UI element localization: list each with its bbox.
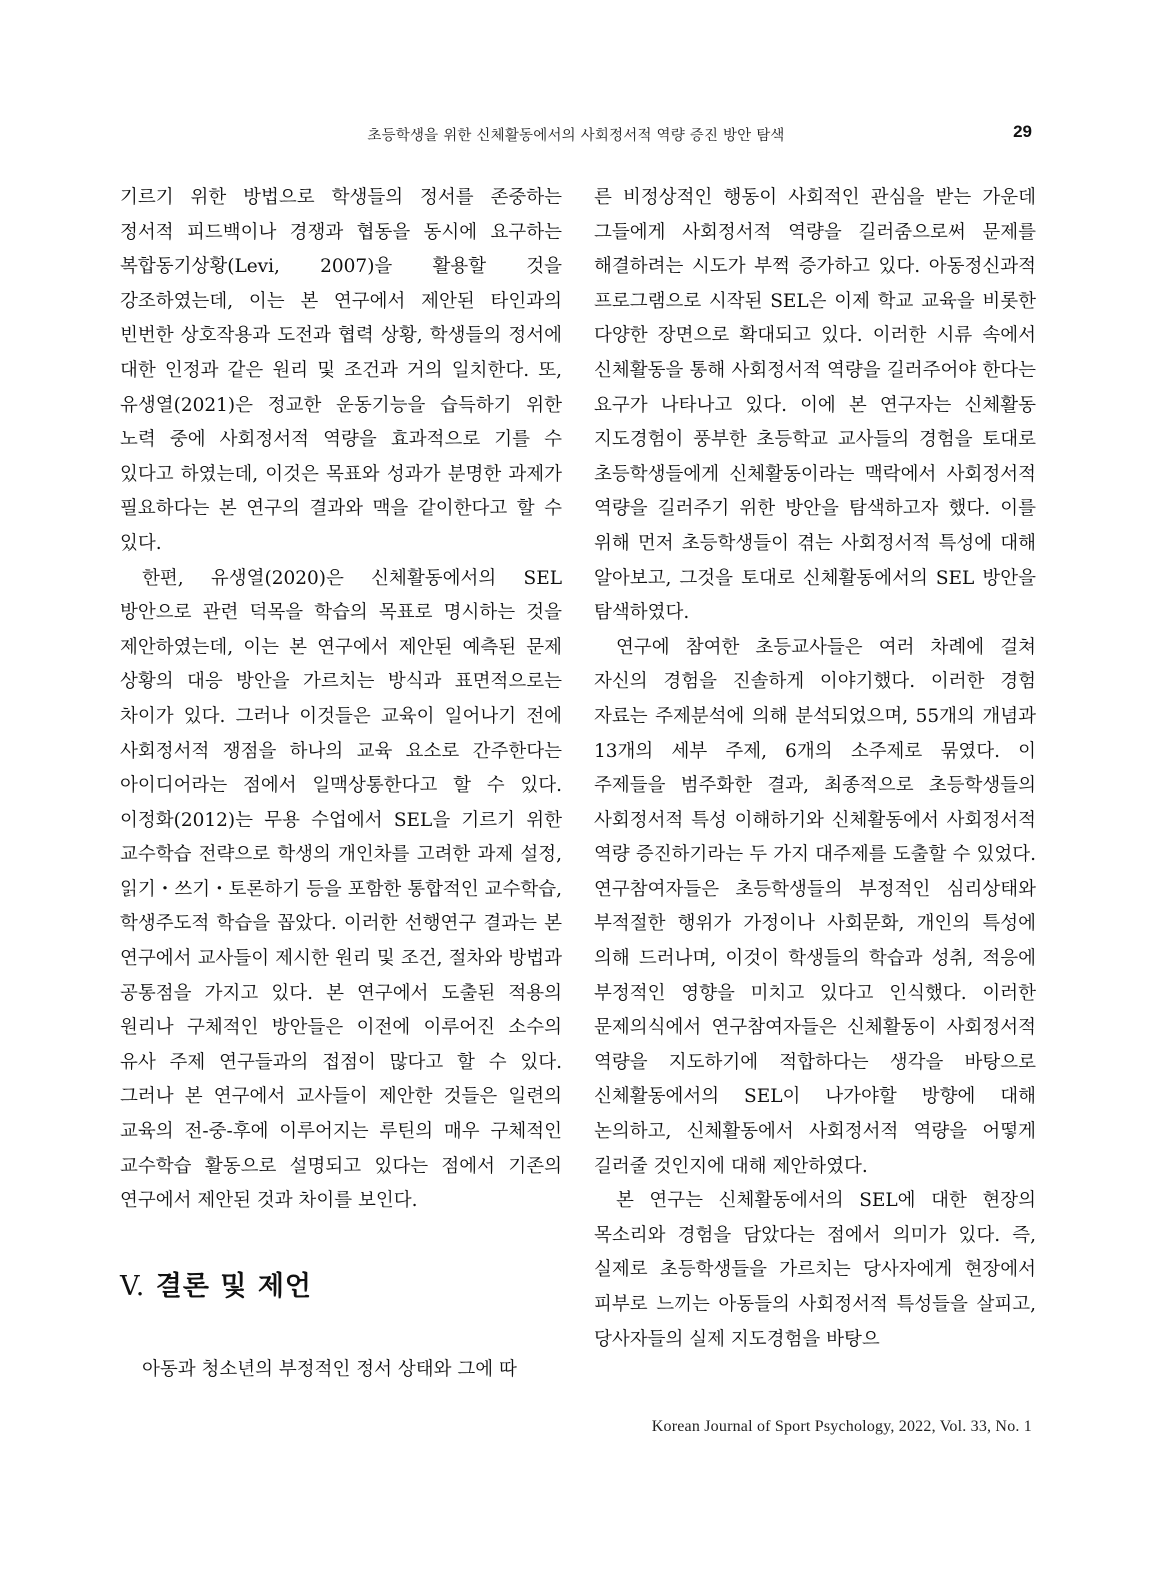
section-title: 결론 및 제언 xyxy=(155,1270,312,1302)
running-title: 초등학생을 위한 신체활동에서의 사회정서적 역량 증진 방안 탐색 xyxy=(367,128,785,144)
page-number: 29 xyxy=(1013,122,1032,141)
body-paragraph: 기르기 위한 방법으로 학생들의 정서를 존중하는 정서적 피드백이나 경쟁과 협동을 동시에 요구하는 복합동기상황(Levi, 2007)을 활용할 것을 강조하였는데, 이는 본 연구에서 제안된 타인과의 빈번한 상호작용과 도전과 협력 상황, 학생들의 정서에 대한 인정과 같은 원리 및 조건과 거의 일치한다. 또, 유생열(2021)은 정교한 운동기능을 습득하기 위한 노력 중에 사회정서적 역량을 효과적으로 기를 수 있다고 하였는데, 이것은 목표와 성과가 분명한 과제가 필요하다는 본 연구의 결과와 맥을 같이한다고 할 수 있다. xyxy=(120,187,562,554)
body-paragraph: 연구에 참여한 초등교사들은 여러 차례에 걸쳐 자신의 경험을 진솔하게 이야기했다. 이러한 경험 자료는 주제분석에 의해 분석되었으며, 55개의 개념과 13개의 세부 주제, 6개의 소주제로 묶였다. 이 주제들을 범주화한 결과, 최종적으로 초등학생들의 사회정서적 특성 이해하기와 신체활동에서 사회정서적 역량 증진하기라는 두 가지 대주제를 도출할 수 있었다. 연구참여자들은 초등학생들의 부정적인 심리상태와 부적절한 행위가 가정이나 사회문화, 개인의 특성에 의해 드러나며, 이것이 학생들의 학습과 성취, 적응에 부정적인 영향을 미치고 있다고 인식했다. 이러한 문제의식에서 연구참여자들은 신체활동이 사회정서적 역량을 지도하기에 적합하다는 생각을 바탕으로 신체활동에서의 SEL이 나가야할 방향에 대해 논의하고, 신체활동에서 사회정서적 역량을 어떻게 길러줄 것인지에 대해 제안하였다. xyxy=(594,636,1036,1177)
body-paragraph: 른 비정상적인 행동이 사회적인 관심을 받는 가운데 그들에게 사회정서적 역량을 길러줌으로써 문제를 해결하려는 시도가 부쩍 증가하고 있다. 아동정신과적 프로그램으로 시작된 SEL은 이제 학교 교육을 비롯한 다양한 장면으로 확대되고 있다. 이러한 시류 속에서 신체활동을 통해 사회정서적 역량을 길러주어야 한다는 요구가 나타나고 있다. 이에 본 연구자는 신체활동 지도경험이 풍부한 초등학교 교사들의 경험을 토대로 초등학생들에게 신체활동이라는 맥락에서 사회정서적 역량을 길러주기 위한 방안을 탐색하고자 했다. 이를 위해 먼저 초등학생들이 겪는 사회정서적 특성에 대해 알아보고, 그것을 토대로 신체활동에서의 SEL 방안을 탐색하였다. xyxy=(594,187,1036,624)
body-paragraph: 아동과 청소년의 부정적인 정서 상태와 그에 따 xyxy=(142,1358,517,1380)
running-header xyxy=(120,124,1032,148)
journal-footer: Korean Journal of Sport Psychology, 2022, Vol. 33, No. 1 xyxy=(651,1418,1032,1435)
section-heading xyxy=(120,1267,562,1307)
body-paragraph: 한편, 유생열(2020)은 신체활동에서의 SEL 방안으로 관련 덕목을 학습의 목표로 명시하는 것을 제안하였는데, 이는 본 연구에서 제안된 예측된 문제 상황의 대응 방안을 가르치는 방식과 표면적으로는 차이가 있다. 그러나 이것들은 교육이 일어나기 전에 사회정서적 쟁점을 하나의 교육 요소로 간주한다는 아이디어라는 점에서 일맥상통한다고 할 수 있다. 이정화(2012)는 무용 수업에서 SEL을 기르기 위한 교수학습 전략으로 학생의 개인차를 고려한 과제 설정, 읽기・쓰기・토론하기 등을 포함한 통합적인 교수학습, 학생주도적 학습을 꼽았다. 이러한 선행연구 결과는 본 연구에서 교사들이 제시한 원리 및 조건, 절차와 방법과 공통점을 가지고 있다. 본 연구에서 도출된 적용의 원리나 구체적인 방안들은 이전에 이루어진 소수의 유사 주제 연구들과의 접점이 많다고 할 수 있다. 그러나 본 연구에서 교사들이 제안한 것들은 일련의 교육의 전-중-후에 이루어지는 루틴의 매우 구체적인 교수학습 활동으로 설명되고 있다는 점에서 기존의 연구에서 제안된 것과 차이를 보인다. xyxy=(120,567,562,1212)
body-paragraph: 본 연구는 신체활동에서의 SEL에 대한 현장의 목소리와 경험을 담았다는 점에서 의미가 있다. 즉, 실제로 초등학생들을 가르치는 당사자에게 현장에서 피부로 느끼는 아동들의 사회정서적 특성들을 살피고, 당사자들의 실제 지도경험을 바탕으 xyxy=(594,1190,1036,1350)
section-number: V. xyxy=(120,1270,146,1302)
left-column xyxy=(120,181,562,1387)
right-column xyxy=(594,181,1036,1357)
